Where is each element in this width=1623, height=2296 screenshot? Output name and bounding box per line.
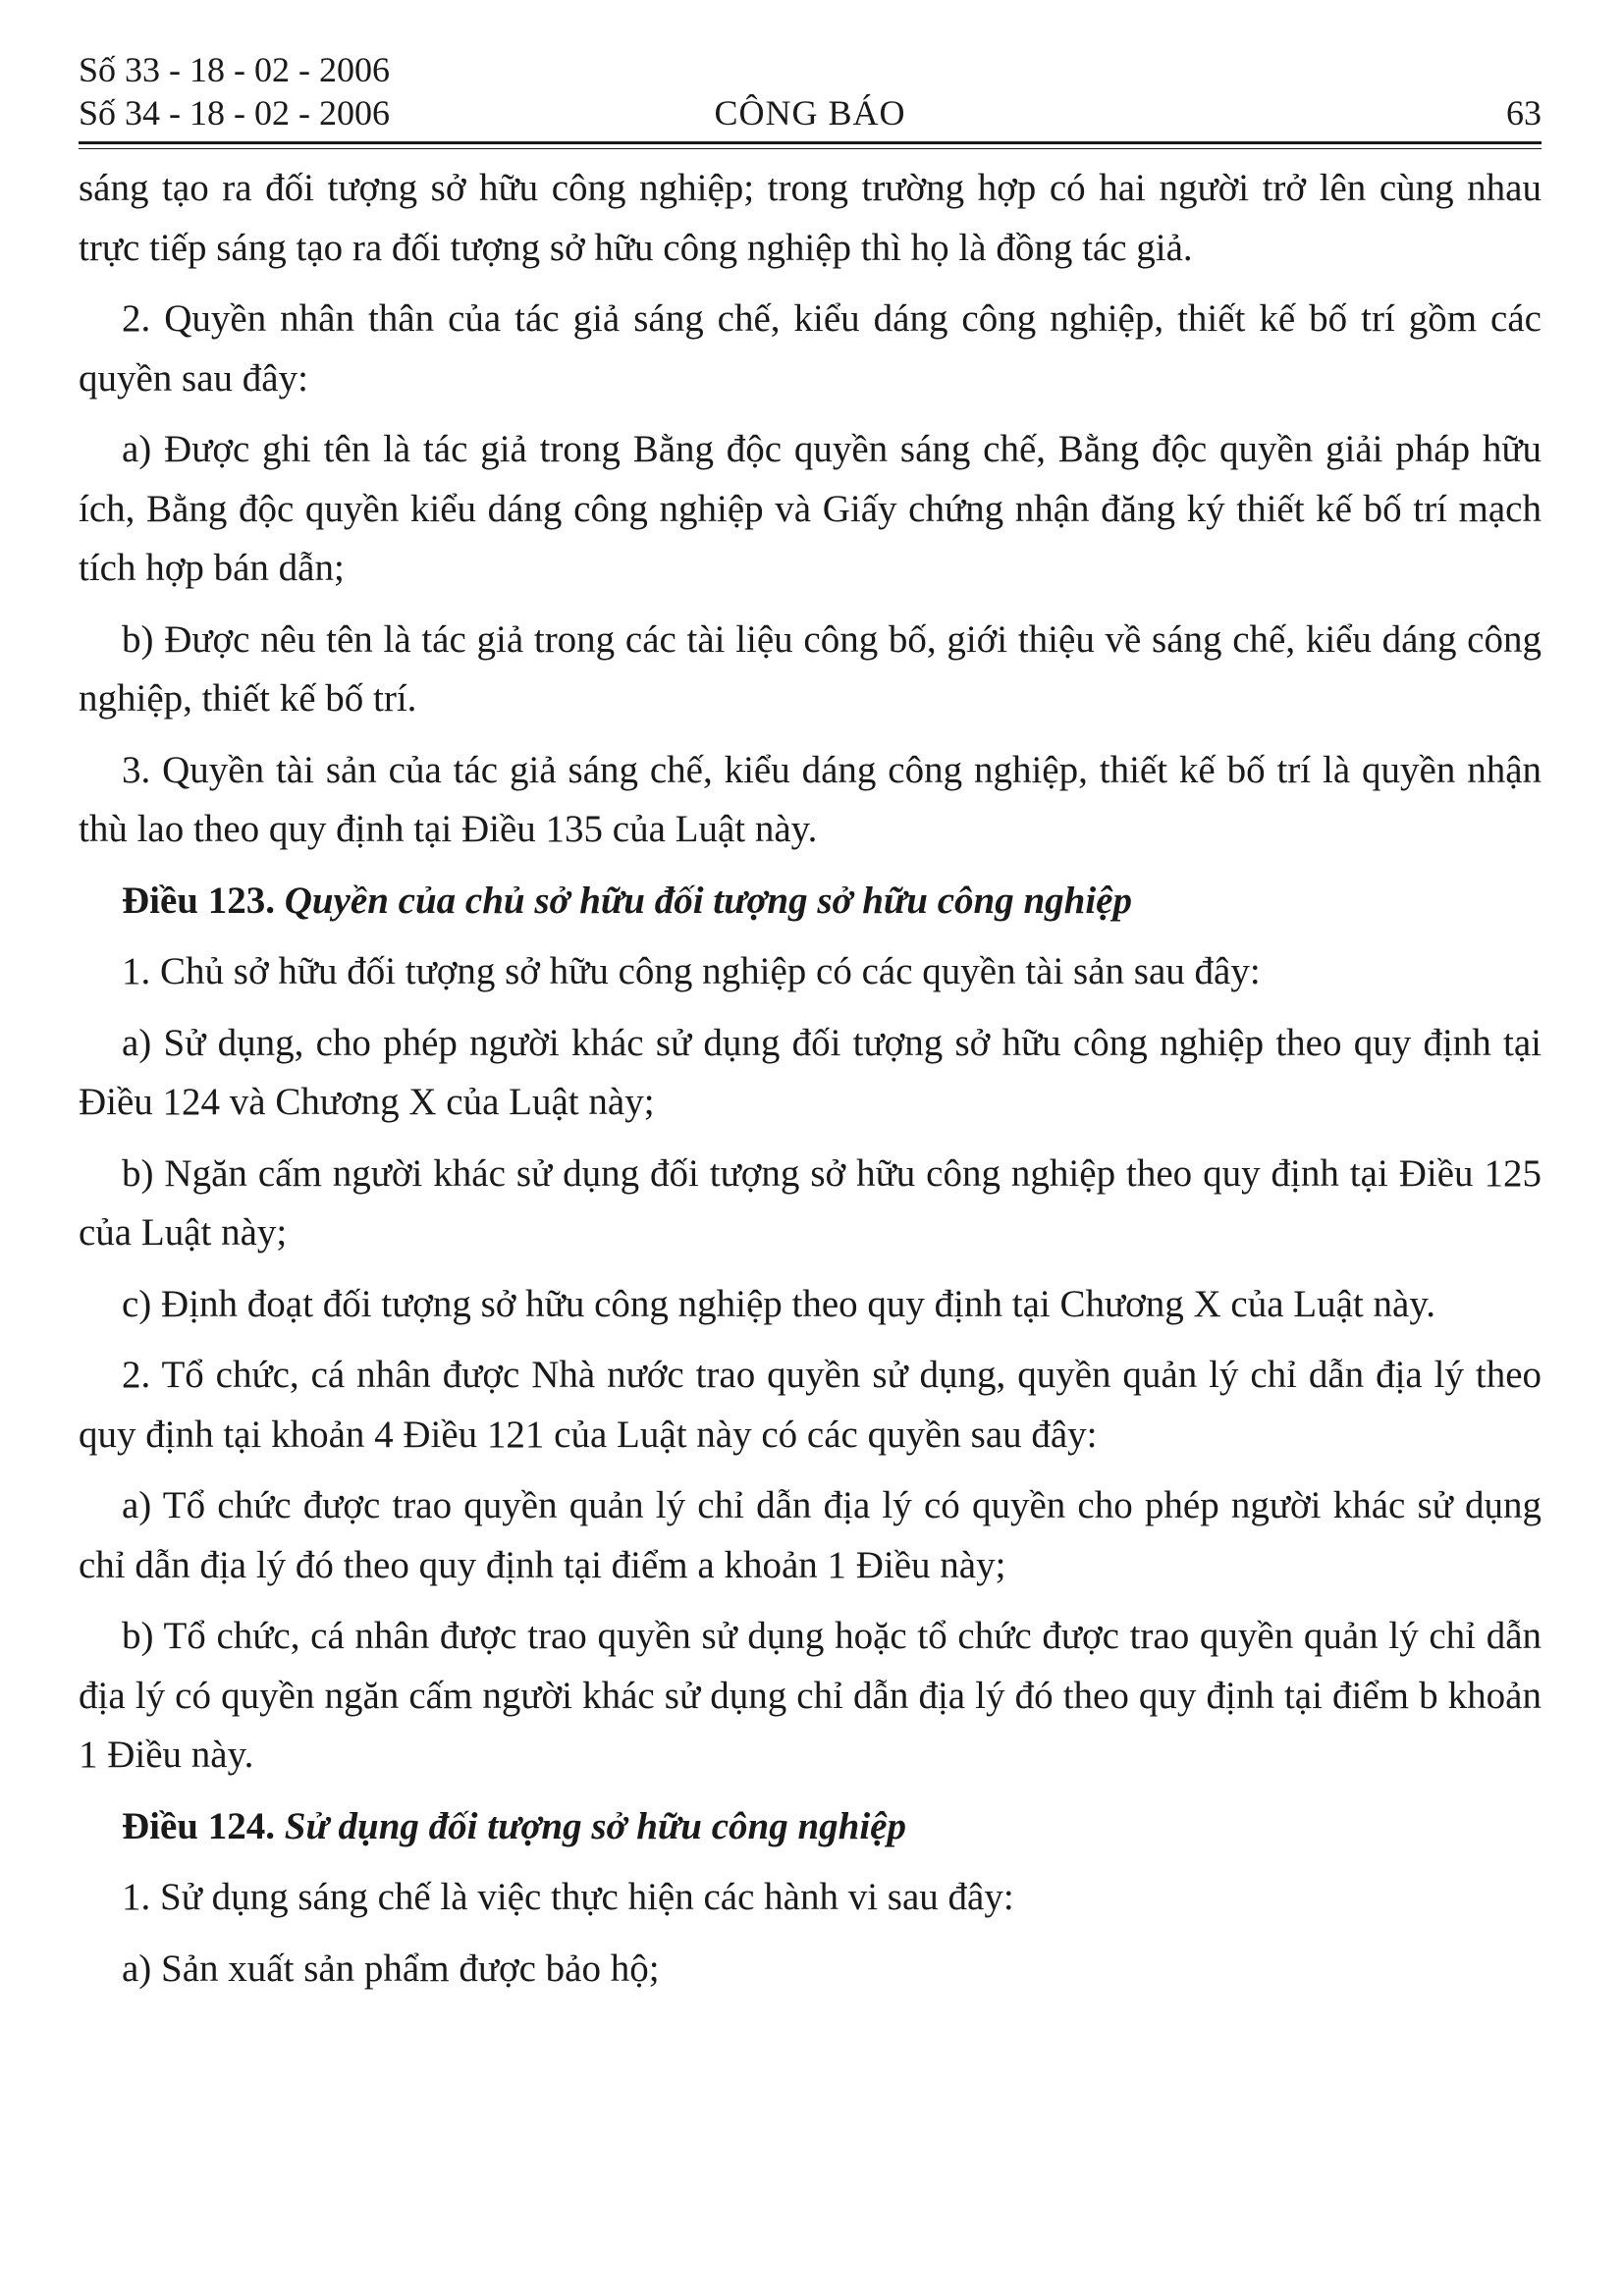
document-body [79,159,1542,1999]
paragraph: b) Tổ chức, cá nhân được trao quyền sử dụng hoặc tổ chức được trao quyền quản lý chỉ dẫn địa lý có quyền ngăn cấm người khác sử dụng chỉ dẫn địa lý đó theo quy định tại điểm b khoản 1 Điều này. [79,1615,1542,1776]
paragraph: c) Định đoạt đối tượng sở hữu công nghiệp theo quy định tại Chương X của Luật này. [122,1282,1436,1325]
page-number: 63 [1506,93,1542,133]
document-page [79,47,1542,2010]
issue-number-1: Số 33 - 18 - 02 - 2006 [79,50,390,89]
paragraph: 1. Chủ sở hữu đối tượng sở hữu công nghiệp có các quyền tài sản sau đây: [122,950,1261,992]
article-title: Quyền của chủ sở hữu đối tượng sở hữu công nghiệp [284,879,1132,922]
paragraph: sáng tạo ra đối tượng sở hữu công nghiệp; trong trường hợp có hai người trở lên cùng nhau trực tiếp sáng tạo ra đối tượng sở hữu công nghiệp thì họ là đồng tác giả. [79,167,1542,269]
paragraph: a) Tổ chức được trao quyền quản lý chỉ dẫn địa lý có quyền cho phép người khác sử dụng chỉ dẫn địa lý đó theo quy định tại điểm a khoản 1 Điều này; [79,1484,1542,1586]
article-number: Điều 123. [122,879,275,922]
issue-number-2: Số 34 - 18 - 02 - 2006 [79,93,390,133]
article-number: Điều 124. [122,1804,275,1847]
header-rule-thick [79,141,1542,144]
article-heading-124 [79,1797,1542,1857]
paragraph: 2. Quyền nhân thân của tác giả sáng chế, kiểu dáng công nghiệp, thiết kế bố trí gồm các quyền sau đây: [79,297,1542,400]
paragraph: 3. Quyền tài sản của tác giả sáng chế, kiểu dáng công nghiệp, thiết kế bố trí là quyền nhận thù lao theo quy định tại Điều 135 của Luật này. [79,748,1542,850]
paragraph: a) Được ghi tên là tác giả trong Bằng độc quyền sáng chế, Bằng độc quyền giải pháp hữu ích, Bằng độc quyền kiểu dáng công nghiệp và Giấy chứng nhận đăng ký thiết kế bố trí mạch tích hợp bán dẫn; [79,428,1542,589]
paragraph: 1. Sử dụng sáng chế là việc thực hiện các hành vi sau đây: [122,1876,1014,1918]
paragraph: a) Sản xuất sản phẩm được bảo hộ; [122,1947,660,1990]
gazette-title: CÔNG BÁO [714,93,906,133]
paragraph: a) Sử dụng, cho phép người khác sử dụng đối tượng sở hữu công nghiệp theo quy định tại Điều 124 và Chương X của Luật này; [79,1021,1542,1123]
paragraph: b) Được nêu tên là tác giả trong các tài liệu công bố, giới thiệu về sáng chế, kiểu dáng công nghiệp, thiết kế bố trí. [79,617,1542,720]
article-title: Sử dụng đối tượng sở hữu công nghiệp [284,1804,906,1847]
article-heading-123 [79,872,1542,932]
header-rule-thin [79,148,1542,149]
page-header [79,47,1542,137]
paragraph: b) Ngăn cấm người khác sử dụng đối tượng sở hữu công nghiệp theo quy định tại Điều 125 của Luật này; [79,1151,1542,1254]
paragraph: 2. Tổ chức, cá nhân được Nhà nước trao quyền sử dụng, quyền quản lý chỉ dẫn địa lý theo quy định tại khoản 4 Điều 121 của Luật này có các quyền sau đây: [79,1354,1542,1456]
